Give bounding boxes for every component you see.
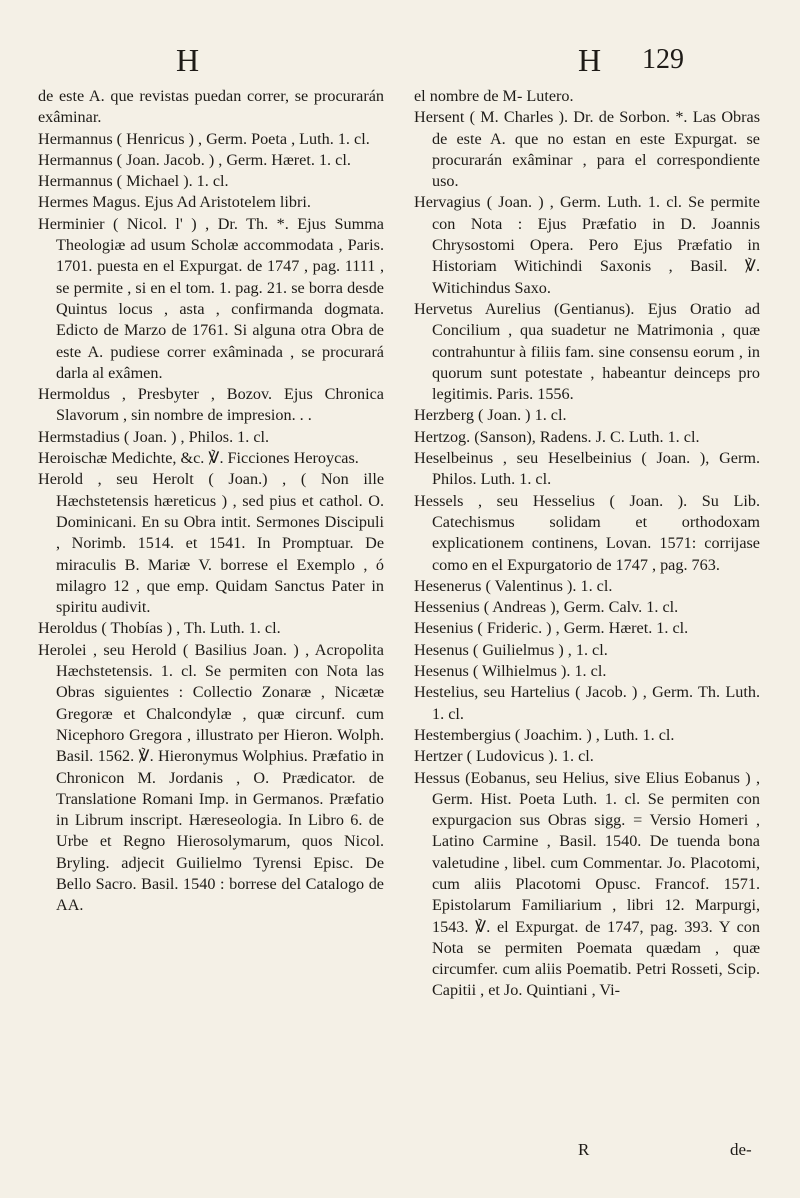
signature-mark: R [578,1140,590,1159]
entry: Hesenus ( Guilielmus ) , 1. cl. [414,640,608,659]
entry: Herold , seu Herolt ( Joan.) , ( Non ille Hæchstetensis hæreticus ) , sed pius et cathol. O. Dominicani. En su Obra intit. Sermones Discipuli , Norimb. 1514. et 1541. In Promptuar. De miraculis B. Mariæ V. borrese el Exemplo , ó milagro 12 , que emp. Quidam Sanctus Pater in spiritu audivit. [38,470,384,617]
entry: Hessels , seu Hesselius ( Joan. ). Su Lib. Catechismus solidam et orthodoxam explicationem continens, Lovan. 1571: corrijase como en el Expurgatorio de 1747 , pag. 763. [414,491,760,574]
entry: Hesenius ( Frideric. ) , Germ. Hæret. 1. cl. [414,619,689,638]
header-letter-left: H [176,42,200,78]
entry: Heselbeinus , seu Heselbeinius ( Joan. ), Germ. Philos. Luth. 1. cl. [414,449,760,489]
page-footer [0,1140,800,1164]
entry: Herzberg ( Joan. ) 1. cl. [414,406,567,425]
entry: Hermannus ( Michael ). 1. cl. [38,172,229,191]
entry: Hervagius ( Joan. ) , Germ. Luth. 1. cl. Se permite con Nota : Ejus Præfatio in D. Joannis Chrysostomi Opera. Pero Ejus Præfatio in Historiam Witichindi Saxonis , Basil. ℣. Witichindus Saxo. [414,193,760,297]
entry: Heroldus ( Thobías ) , Th. Luth. 1. cl. [38,619,281,638]
entry: Hersent ( M. Charles ). Dr. de Sorbon. *. Las Obras de este A. que no estan en este Expurgat. se procurarán exâminar , para el correspondiente uso. [414,108,760,191]
entry: Heroischæ Medichte, &c. ℣. Ficciones Heroycas. [38,449,359,468]
entry: Hessenius ( Andreas ), Germ. Calv. 1. cl. [414,598,679,617]
entry: Hermstadius ( Joan. ) , Philos. 1. cl. [38,427,270,446]
left-column [38,86,384,917]
entry: Herolei , seu Herold ( Basilius Joan. ) , Acropolita Hæchstetensis. 1. cl. Se permiten con Nota las Obras siguientes : Collectio Zonaræ , Nicætæ Gregoræ et Chalcondylæ , quæ circunf. cum Nicephoro Gregora , illustrato per Hieron. Wolph. Basil. 1562. ℣. Hieronymus Wolphius. Præfatio in Chronicon M. Jordanis , O. Prædicator. de Translatione Romani Imp. in Germanos. Præfatio in Librum inscript. Hæreseologia. In Libro 6. de Urbe et Regno Hierosolymarum, quos Nicol. Bryling. adjecit Guilielmo Tyrensi Episc. De Bello Sacro. Basil. 1540 : borrese del Catalogo de AA. [38,640,384,915]
entry: Hertzog. (Sanson), Radens. J. C. Luth. 1. cl. [414,427,700,446]
entry: Hestelius, seu Hartelius ( Jacob. ) , Germ. Th. Luth. 1. cl. [414,683,760,723]
entry: Hermes Magus. Ejus Ad Aristotelem libri. [38,193,311,212]
entry: Hervetus Aurelius (Gentianus). Ejus Oratio ad Concilium , qua suadetur ne Matrimonia , quæ contrahuntur à filiis fam. sine consensu eorum , in quorum sunt potestate , habeantur deinceps pro legitimis. Paris. 1556. [414,299,760,404]
entry: de este A. que revistas puedan correr, se procurarán exâminar. [38,87,384,127]
entry: Hestembergius ( Joachim. ) , Luth. 1. cl. [414,725,675,744]
running-header [0,42,800,82]
entry: el nombre de M- Lutero. [414,87,574,105]
entry: Hesenerus ( Valentinus ). 1. cl. [414,576,613,595]
entry: Hermannus ( Henricus ) , Germ. Poeta , Luth. 1. cl. [38,129,370,148]
entry: Hertzer ( Ludovicus ). 1. cl. [414,747,594,766]
entry: Hessus (Eobanus, seu Helius, sive Elius Eobanus ) , Germ. Hist. Poeta Luth. 1. cl. Se permiten con expurgacion sus Obras sigg. = Versio Homeri , Latino Carmine , Basil. 1540. De tuenda bona valetudine , libel. cum Commentar. Jo. Placotomi, cum aliis Placotomi Opusc. Francof. 1571. Epistolarum Familiarium , libri 12. Marpurgi, 1543. ℣. el Expurgat. de 1747, pag. 393. Y con Nota se permiten Poemata quædam , quæ circumfer. cum aliis Poematib. Petri Rosseti, Scip. Capitii , et Jo. Quintiani , Vi- [414,768,760,1000]
entry: Hermoldus , Presbyter , Bozov. Ejus Chronica Slavorum , sin nombre de impresion. . . [38,385,384,425]
entry: Hermannus ( Joan. Jacob. ) , Germ. Hæret. 1. cl. [38,150,351,169]
entry: Herminier ( Nicol. l' ) , Dr. Th. *. Ejus Summa Theologiæ ad usum Scholæ accommodata , Paris. 1701. puesta en el Expurgat. de 1747 , pag. 1111 , se permite , si en el tom. 1. pag. 21. se borra desde Quintus locus , asta , confirmanda dogmata. Edicto de Marzo de 1761. Si alguna otra Obra de este A. pudiese correr exâminada , se procurará darla al exâmen. [38,214,384,382]
page-number: 129 [642,44,684,75]
header-letter-right: H [578,42,602,78]
catchword: de- [730,1140,752,1159]
entry: Hesenus ( Wilhielmus ). 1. cl. [414,662,607,681]
right-column [414,86,760,1002]
